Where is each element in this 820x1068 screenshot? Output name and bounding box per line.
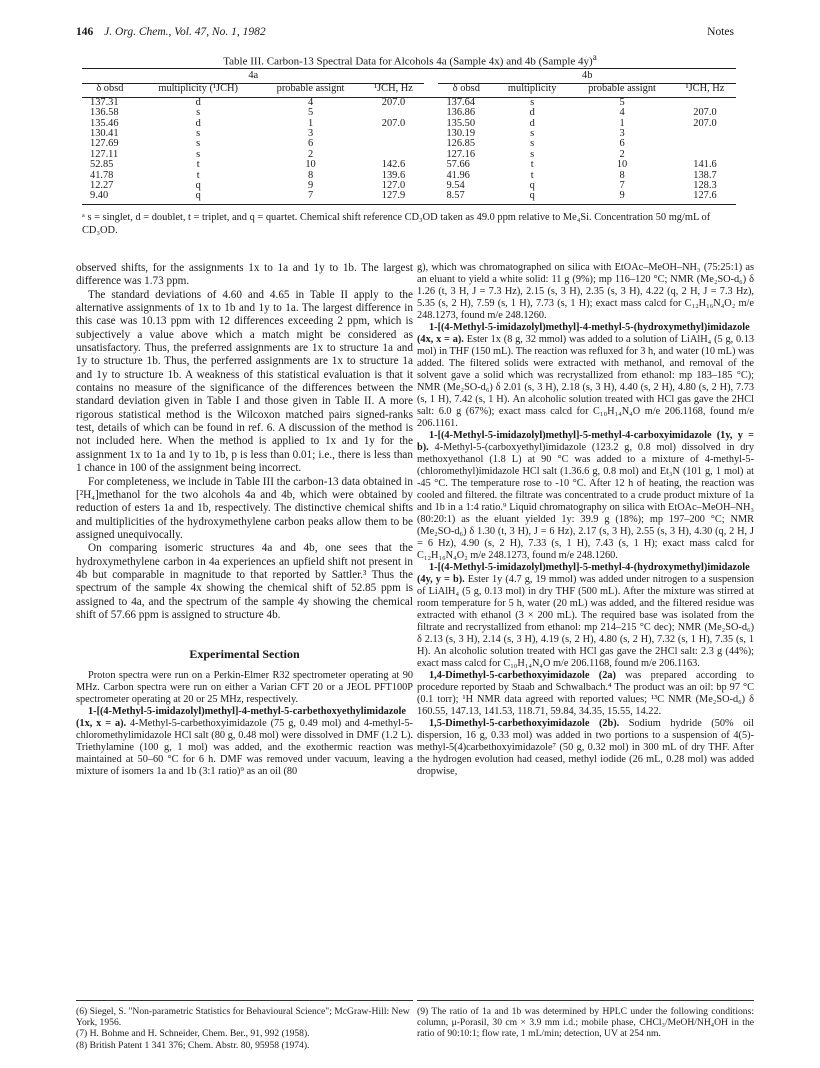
table-cell: 1: [307, 117, 314, 129]
table-cell: 7: [619, 180, 625, 192]
col-header: probable assignt: [570, 84, 674, 97]
compound-title: 1-[(4-Methyl-5-imidazolyl)methyl]-5-methyl-4-carboxyimidazole (1y, y = b).: [417, 430, 754, 453]
compound-entry: 1-[(4-Methyl-5-imidazolyl)methyl]-4-methyl-5-(hydroxymethyl)imidazole (4x, x = a). Ester 1x (8 g, 32 mmol) was added to a solution of LiAlH₄ (5 g, 0.13 mol) in THF (150 mL). The reaction was refluxed for 3 h, and water (10 mL) was added. The filtered solids were extracted with methanol, and removal of the solvent gave a solid which was recrystallized from ethanol: mp 183–185 °C); NMR (Me₂SO-d₆) δ 2.01 (s, 3 H), 2.18 (s, 3 H), 4.40 (s, 2 H), 4.80 (s, 2 H), 7.73 (s, 1 H), 7.42 (s, 1 H). An alcoholic solution treated with HCl gas gave the 2HCl salt: 6.0 g (67%); exact mass calcd for C₁₀H₁₄N₄O m/e 206.1168, found m/e 206.1161.: [417, 322, 754, 429]
table-cell: 57.66: [446, 159, 470, 171]
table-cell: 141.6: [693, 159, 717, 171]
table-row: [82, 150, 736, 160]
table-cell: 127.11: [90, 148, 119, 160]
footnote: (7) H. Bohme and H. Schneider, Chem. Ber., 91, 992 (1958).: [76, 1028, 310, 1040]
table-cell: 207.0: [693, 117, 717, 129]
table-cell: d: [195, 96, 201, 108]
table-cell: s: [530, 138, 535, 150]
compound-entry: 1-[(4-Methyl-5-imidazolyl)methyl]-5-methyl-4-carboxyimidazole (1y, y = b). 4-Methyl-5-(carboxyethyl)imidazole (123.2 g, 0.8 mol) dissolved in dry methoxyethanol (1.8 L) at 90 °C was added to a mixture of 4-methyl-5-(chloromethyl)imidazole HCl salt (1.36.6 g, 0.8 mol) and Et₃N (101 g, 1 mol) at -45 °C. The temperature rose to -10 °C. After 12 h of heating, the reaction was cooled and filtered. the filtrate was concentrated to a crude product mixture of 1a and 1b in a 1:4 ratio.⁹ Liquid chromatography on silica with EtOAc–MeOH–NH₃ (80:20:1) as the eluant yielded 1y: 39.9 g (18%); mp 197–200 °C; NMR (Me₂SO-d₆) δ 1.30 (t, 3 H), J = 6 Hz), 2.17 (s, 3 H), 2.55 (s, 3 H), 4.30 (q, 2 H, J = 6 Hz), 4.90 (s, 2 H), 7.33 (s, 1 H), 7.43 (s, 1 H); exact mass calcd for C₁₂H₁₆N₄O₂ m/e 248.1273, found m/e 248.1260.: [417, 430, 754, 561]
table-cell: 126.85: [446, 138, 476, 150]
compound-title: 1-[(4-Methyl-5-imidazolyl)methyl]-4-methyl-5-(hydroxymethyl)imidazole (4x, x = a).: [417, 322, 750, 345]
table-cell: 135.50: [446, 117, 476, 129]
table-cell: 127.9: [362, 191, 424, 204]
footnotes-left: [76, 1006, 413, 1051]
footnote: (9) The ratio of 1a and 1b was determined by HPLC under the following conditions: column, μ-Porasil, 30 cm × 3.9 mm i.d.; mobile phase, CHCl₃/MeOH/NH₄OH in the ratio of 90:10:1; flow rate, 1 mL/min; detection, UV at 254 nm.: [417, 1006, 754, 1040]
table-cell: t: [530, 169, 534, 181]
col-header: probable assignt: [259, 84, 363, 97]
table-caption: Table III. Carbon-13 Spectral Data for Alcohols 4a (Sample 4x) and 4b (Sample 4y)$^a$: [223, 52, 597, 68]
table-cell: 3: [619, 128, 625, 140]
group-4a: 4a: [82, 69, 424, 84]
compound-title: 1,5-Dimethyl-5-carbethoxyimidazole (2b).: [429, 718, 620, 729]
table-cell: 8: [307, 169, 314, 181]
table-cell: 207.0: [693, 107, 717, 119]
table-cell: q: [529, 180, 535, 192]
table-cell: 9: [570, 191, 674, 204]
table-row: [82, 139, 736, 149]
group-4b: 4b: [438, 69, 736, 84]
table-cell: [362, 129, 424, 139]
table-cell: d: [195, 117, 201, 129]
table-cell: 127.16: [446, 148, 476, 160]
table-cell: 128.3: [693, 180, 717, 192]
table-cell: s: [196, 107, 201, 119]
table-cell: [674, 139, 736, 149]
table-cell: 41.96: [446, 169, 470, 181]
compound-entry: 1-[(4-Methyl-5-imidazolyl)methyl]-5-methyl-4-(hydroxymethyl)imidazole (4y, y = b). Ester 1y (4.7 g, 19 mmol) was added under nitrogen to a suspension of LiAlH₄ (5 g, 0.13 mol) in dry THF (500 mL). After the mixture was stirred at room temperature for 5 h, water (20 mL) was added, and the filtered residue was extracted with ethanol (3 × 200 mL). The required base was isolated from the filtrate and recrystallized from ethanol: mp 214–215 °C dec); NMR (Me₂SO-d₆) δ 2.13 (s, 3 H), 2.14 (s, 3 H), 4.19 (s, 2 H), 4.80 (s, 2 H), 7.32 (s, 1 H), 7.35 (s, 1 H). An alcoholic solution treated with HCl gas gave the 2HCl salt: 2.3 g (44%); exact mass calcd for C₁₀H₁₄N₄O m/e 206.1168, found m/e 206.1163.: [417, 562, 754, 669]
table-cell: 127.69: [90, 138, 119, 150]
compound-entry: 1,5-Dimethyl-5-carbethoxyimidazole (2b). Sodium hydride (50% oil dispersion, 16 g, 0.33 mol) was added in two portions to a suspension of 4(5)-methyl-5(4)carbethoxyimidazole⁷ (50 g, 0.32 mol) in 300 mL of dry THF. After the hydrogen evolution had ceased, methyl iodide (26 mL, 0.28 mol) was added dropwise,: [417, 718, 754, 777]
table-cell: 137.64: [446, 96, 476, 108]
col-header: δ obsd: [82, 84, 138, 97]
paragraph: observed shifts, for the assignments 1x to 1a and 1y to 1b. The largest difference was 1.73 ppm.: [76, 262, 413, 288]
page-number: 146: [76, 26, 94, 38]
col-header: ¹JCH, Hz: [362, 84, 424, 97]
paragraph: Proton spectra were run on a Perkin-Elmer R32 spectrometer operating at 90 MHz. Carbon spectra were run on either a Varian CFT 20 or a JEOL PFT100P spectrometer operating at 20 or 25 MHz, respectively.: [76, 669, 413, 705]
table-cell: 3: [307, 128, 314, 140]
table-cell: 12.27: [90, 180, 114, 192]
col-header: multiplicity: [494, 84, 570, 97]
compound-title: 1-[(4-Methyl-5-imidazolyl)methyl]-5-methyl-4-(hydroxymethyl)imidazole (4y, y = b).: [417, 562, 750, 585]
table-cell: d: [529, 117, 535, 129]
carbon13-table: [82, 68, 736, 205]
table-row: [82, 181, 736, 191]
table-column-header: [82, 84, 736, 97]
left-column: [76, 262, 413, 778]
table-cell: 41.78: [90, 169, 114, 181]
compound-title: 1,4-Dimethyl-5-carbethoxyimidazole (2a): [429, 670, 616, 681]
table-cell: 2: [619, 148, 625, 160]
table-cell: 9: [307, 180, 314, 192]
paragraph: The standard deviations of 4.60 and 4.65 in Table II apply to the alternative assignments of 1x to 1b and 1y to 1a. The largest difference in this case was 10.13 ppm with 12 differences exceeding 2 ppm, which is subjectively a value above which a match might be considered as unsatisfactory. Thus, the preferred assignments are 1x to structure 1a and 1y to structure 1b. Thus, the perferred assignments are 1x to structure 1a and 1y to structure 1b. A weakness of this statistical evaluation is that it contains no measure of the significance of the differences between the standard deviation given in Table I and those given in Table II. A more rigorous statistical method is the Wilcoxon matched pairs signed-ranks test, details of which can be found in ref. 6. A discussion of the method is not included here. When the method is applied to 1x and 1y for the assignment 1x to 1a and 1y to 1b, p is less than 0.01; i.e., there is less than 1 chance in 100 of the assignment being incorrect.: [76, 288, 413, 475]
table-cell: t: [196, 159, 200, 171]
table-cell: d: [529, 107, 535, 119]
journal-citation: J. Org. Chem., Vol. 47, No. 1, 1982: [104, 26, 266, 38]
table-row: [82, 160, 736, 170]
table-cell: 8: [619, 169, 625, 181]
table-cell: 137.31: [90, 96, 119, 108]
table-cell: 2: [307, 148, 314, 160]
table-row: [82, 129, 736, 139]
table-footnote: ᵃ s = singlet, d = doublet, t = triplet, and q = quartet. Chemical shift reference CD₃OD taken as 49.0 ppm relative to Me₄Si. Concentration 50 mg/mL of CD₃OD.: [82, 212, 711, 236]
table-cell: t: [196, 169, 200, 181]
table-cell: 136.86: [446, 107, 476, 119]
table-cell: 1: [619, 117, 625, 129]
table-group-header: [82, 69, 736, 84]
table-cell: 138.7: [693, 169, 717, 181]
table-cell: 9.54: [446, 180, 465, 192]
table-cell: 135.46: [90, 117, 119, 129]
footnote-divider: [417, 1000, 754, 1001]
section-heading: Experimental Section: [189, 647, 300, 662]
table-cell: 207.0: [381, 96, 406, 108]
col-header: δ obsd: [438, 84, 494, 97]
table-cell: 130.41: [90, 128, 119, 140]
table-cell: q: [138, 191, 259, 204]
table-cell: 52.85: [90, 159, 114, 171]
table-cell: 127.6: [674, 191, 736, 204]
table-cell: q: [494, 191, 570, 204]
table-cell: s: [196, 148, 201, 160]
table-cell: s: [530, 96, 535, 108]
table-cell: 127.0: [381, 180, 406, 192]
table-cell: 139.6: [381, 169, 406, 181]
table-cell: t: [530, 159, 534, 171]
table-cell: 6: [619, 138, 625, 150]
footnotes-right: [417, 1006, 754, 1040]
paragraph: g), which was chromatographed on silica with EtOAc–MeOH–NH₃ (75:25:1) as an eluant to yield a white solid: 11 g (9%); mp 116–120 °C; NMR (Me₂SO-d₆) δ 1.26 (t, 3 H, J = 7.3 Hz), 2.15 (s, 3 H), 2.35 (s, 3 H), 4.22 (q, 2 H, J = 7.3 Hz), 5.35 (s, 2 H), 7.59 (s, 1 H), 7.73 (s, 1 H); exact mass calcd for C₁₂H₁₆N₄O₂ m/e 248.1273, found m/e 248.1260.: [417, 262, 754, 321]
table-row: [82, 108, 736, 118]
table-cell: [362, 139, 424, 149]
table-cell: 7: [259, 191, 363, 204]
table-row: [82, 119, 736, 129]
table-row: [82, 97, 736, 108]
table-row: [82, 191, 736, 204]
right-column: [417, 262, 754, 778]
paragraph: For completeness, we include in Table III the carbon-13 data obtained in [²H₄]methanol for the two alcohols 4a and 4b, which were obtained by reduction of esters 1a and 1b, respectively. The distinctive chemical shifts and multiplicities of the hydroxymethylene carbon peaks allow them to be assigned unequivocally.: [76, 475, 413, 541]
table-cell: 142.6: [381, 159, 406, 171]
table-cell: s: [530, 148, 535, 160]
table-cell: 5: [307, 107, 314, 119]
table-cell: [674, 129, 736, 139]
footnote: (8) British Patent 1 341 376; Chem. Abstr. 80, 95958 (1974).: [76, 1039, 310, 1051]
compound-entry: 1-[(4-Methyl-5-imidazolyl)methyl]-4-methyl-5-carbethoxyethylimidazole (1x, x = a). 4-Methyl-5-carbethoxyimidazole (75 g, 0.49 mol) and 4-methyl-5-chloromethylimidazole HCl salt (80 g, 0.48 mol) were dissolved in DMF (1.2 L). Triethylamine (100 g, 1 mol) was added, and the exothermic reaction was maintained at 50–60 °C for 6 h. DMF was removed under vacuum, leaving a mixture of isomers 1a and 1b (3:1 ratio)⁹ as an oil (80: [76, 705, 413, 777]
table-cell: q: [195, 180, 201, 192]
table-row: [82, 171, 736, 181]
table-cell: 207.0: [381, 117, 406, 129]
compound-entry: 1,4-Dimethyl-5-carbethoxyimidazole (2a) was prepared according to procedure reported by Staab and Schwalbach.⁴ The product was an oil: bp 97 °C (0.1 torr); ¹H NMR data agreed with reported values; ¹³C NMR (Me₂SO-d₆) δ 160.55, 147.13, 141.53, 118.71, 59.84, 34.35, 15.55, 14.22.: [417, 670, 754, 717]
table-cell: 10: [305, 159, 316, 171]
col-header: multiplicity (¹JCH): [138, 84, 259, 97]
table-cell: 6: [307, 138, 314, 150]
table-cell: 4: [307, 96, 314, 108]
col-header: ¹JCH, Hz: [674, 84, 736, 97]
compound-title: 1-[(4-Methyl-5-imidazolyl)methyl]-4-methyl-5-carbethoxyethylimidazole (1x, x = a).: [76, 705, 406, 729]
table-cell: 9.40: [82, 191, 138, 204]
table-cell: s: [196, 128, 201, 140]
table-cell: 8.57: [438, 191, 494, 204]
table-cell: 5: [619, 96, 625, 108]
table-cell: 136.58: [90, 107, 119, 119]
footnote: (6) Siegel, S. "Non-parametric Statistics for Behavioural Science"; McGraw-Hill: New York, 1956.: [76, 1006, 410, 1029]
table-cell: 4: [619, 107, 625, 119]
table-cell: 10: [616, 159, 628, 171]
footnote-divider: [76, 1000, 413, 1001]
paragraph: On comparing isomeric structures 4a and 4b, one sees that the hydroxymethylene carbon in 4a experiences an upfield shift not present in 4b but comparable in magnitude to that reported by Sattler.³ Thus the spectrum of the sample 4x showing the chemical shift of 52.85 ppm is assigned to 4a, and the spectrum of the sample 4y showing the chemical shift of 57.66 ppm is assigned to structure 4b.: [76, 542, 413, 621]
section-label: Notes: [707, 26, 734, 38]
table-cell: 130.19: [446, 128, 476, 140]
table-cell: s: [530, 128, 535, 140]
table-cell: s: [196, 138, 201, 150]
